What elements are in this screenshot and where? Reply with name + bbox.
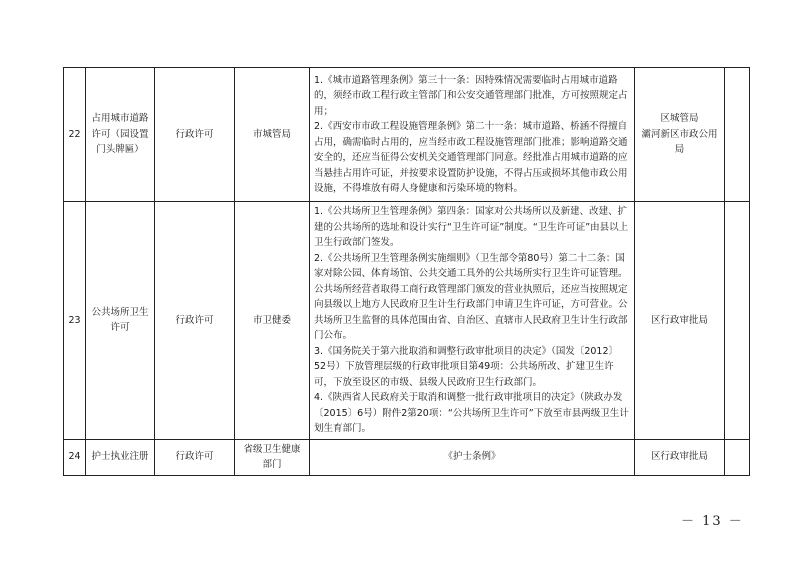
table-row — [64, 202, 750, 440]
item-type: 行政许可 — [155, 202, 235, 440]
responsible-dept: 省级卫生健康部门 — [235, 439, 310, 475]
item-name: 公共场所卫生许可 — [86, 202, 155, 440]
legal-basis — [310, 202, 635, 440]
item-type: 行政许可 — [155, 68, 235, 202]
implementing-dept — [635, 439, 725, 475]
implementing-dept-line: 区行政审批局 — [650, 314, 708, 326]
basis-paragraph: 1.《城市道路管理条例》第三十一条：因特殊情况需要临时占用城市道路的，须经市政工程行政主管部门和公安交通管理部门批准，方可按照规定占用； — [314, 74, 628, 117]
row-number: 24 — [64, 439, 86, 475]
item-name: 占用城市道路许可（园设置门头牌匾） — [86, 68, 155, 202]
basis-paragraph: 2.《西安市市政工程设施管理条例》第二十一条：城市道路、桥涵不得擅自占用，确需临时占用的，应当经市政工程设施管理部门批准；影响道路交通安全的，还应当征得公安机关交通管理部门同意。经批准占用城市道路的应当悬挂占用许可证，并按要求设置防护设施，不得占压或损坏其他市政公用设施，不得堆放有碍人身健康和污染环境的物料。 — [314, 121, 628, 194]
table-row — [64, 439, 750, 475]
responsible-dept: 市城管局 — [235, 68, 310, 202]
implementing-dept — [635, 202, 725, 440]
legal-basis — [310, 439, 635, 475]
item-name: 护士执业注册 — [86, 439, 155, 475]
row-number: 22 — [64, 68, 86, 202]
table-row — [64, 68, 750, 202]
row-number: 23 — [64, 202, 86, 440]
remarks-cell — [725, 68, 750, 202]
implementing-dept — [635, 68, 725, 202]
basis-paragraph: 3.《国务院关于第六批取消和调整行政审批项目的决定》（国发〔2012〕52号）下放管理层级的行政审批项目第49项：公共场所改、扩建卫生许可，下放至设区的市级、县级人民政府卫生行政部门。 — [314, 345, 618, 388]
basis-paragraph: 2.《公共场所卫生管理条例实施细则》（卫生部令第80号）第二十二条：国家对除公园、体育场馆、公共交通工具外的公共场所实行卫生许可证管理。公共场所经营者取得工商行政管理部门颁发的营业执照后，还应当按照规定向县级以上地方人民政府卫生计生行政部门申请卫生许可证，方可营业。公共场所卫生监督的具体范围由省、自治区、直辖市人民政府卫生计生行政部门公布。 — [314, 252, 628, 341]
legal-basis — [310, 68, 635, 202]
remarks-cell — [725, 439, 750, 475]
implementing-dept-line: 灞河新区市政公用局 — [641, 128, 718, 156]
implementing-dept-line: 区行政审批局 — [650, 451, 708, 463]
basis-paragraph: 4.《陕西省人民政府关于取消和调整一批行政审批项目的决定》（陕政办发〔2015〕6号）附件2第20项：“公共场所卫生许可”下放至市县两级卫生计划生育部门。 — [314, 392, 629, 434]
basis-paragraph: 《护士条例》 — [443, 451, 501, 463]
permit-table — [63, 67, 750, 476]
remarks-cell — [725, 202, 750, 440]
basis-paragraph: 1.《公共场所卫生管理条例》第四条：国家对公共场所以及新建、改建、扩建的公共场所的选址和设计实行“卫生许可证”制度。“卫生许可证”由县以上卫生行政部门签发。 — [314, 206, 629, 248]
responsible-dept: 市卫健委 — [235, 202, 310, 440]
page-number: － 13 － — [681, 514, 744, 529]
item-type: 行政许可 — [155, 439, 235, 475]
implementing-dept-line: 区城管局 — [660, 113, 699, 125]
